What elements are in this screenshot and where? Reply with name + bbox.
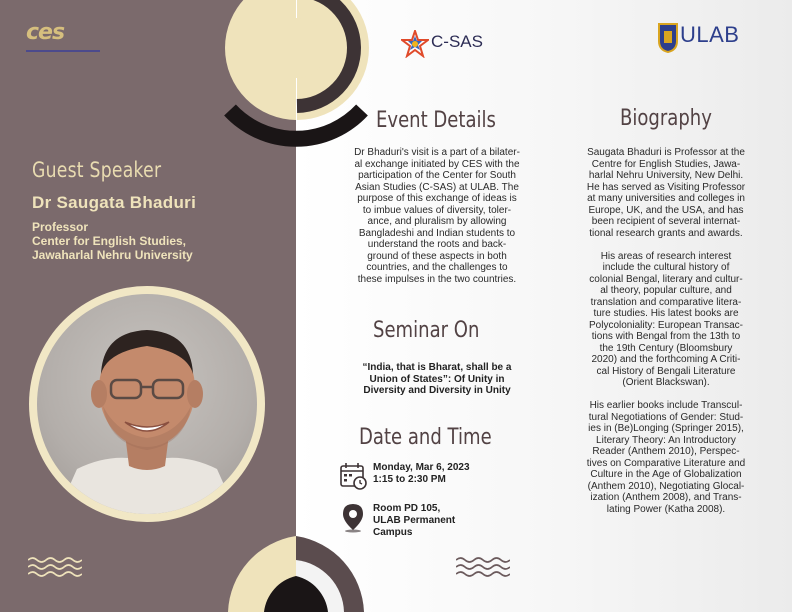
event-line: ance, and pluralism by allowing <box>367 216 507 227</box>
event-line: al exchange initiated by CES with the <box>354 158 520 170</box>
speaker-photo-frame <box>29 286 265 522</box>
event-details-heading: Event Details <box>376 108 496 133</box>
seminar-line: Diversity and Diversity in Unity <box>363 385 511 396</box>
venue-line: ULAB Permanent <box>373 515 456 526</box>
biography-heading: Biography <box>620 106 712 131</box>
event-line: Bangladeshi and Indian students to <box>358 227 516 239</box>
ces-logo-underline <box>26 50 100 52</box>
role-line: Jawaharlal Nehru University <box>32 248 193 262</box>
event-line: these impulses in the two countries. <box>357 273 517 285</box>
seminar-line: Union of States”: Of Unity in <box>369 373 505 385</box>
ulab-shield-icon <box>658 23 678 53</box>
speaker-name: Dr Saugata Bhaduri <box>32 193 197 212</box>
event-line: purpose of this exchange of ideas is <box>357 193 517 204</box>
ulab-logo-text: ULAB <box>680 22 740 47</box>
seminar-heading: Seminar On <box>373 318 480 343</box>
top-center-decoration <box>200 0 396 150</box>
role-line: Professor <box>32 220 89 234</box>
event-venue <box>373 503 455 539</box>
speaker-photo <box>37 294 257 514</box>
bio-paragraph: His areas of research interest include the cultural history of colonial Bengal, literary and cultur- al theory, popular culture, and translation and comparative litera- ture studies. His latest books are Polycoloniality: European Transac- tions with Bengal from the 13th to the 19th Century (Bloomsbury 2020) and the forthcoming A Criti- cal History of Bengali Literature (Orient Blackswan). <box>589 250 743 388</box>
event-line: ground of these aspects in both <box>367 250 507 262</box>
speaker-role <box>32 220 193 262</box>
location-pin-icon <box>341 503 365 533</box>
event-line: Dr Bhaduri's visit is a part of a bilater- <box>354 147 520 158</box>
bio-paragraph: Saugata Bhaduri is Professor at the Centre for English Studies, Jawa- harlal Nehru University, New Delhi. He has served as Visiting Professor at many universities and colleges in Europe, UK, and the USA, and has been recipient of several internat- tional research grants and awards. <box>586 147 746 239</box>
guest-speaker-title: Guest Speaker <box>32 158 162 182</box>
venue-line: Room PD 105, <box>373 503 441 514</box>
event-line: understand the roots and back- <box>367 239 507 250</box>
event-date-time <box>373 462 470 486</box>
event-line: participation of the Center for South <box>358 170 516 181</box>
ulab-logo <box>658 22 766 64</box>
ces-logo <box>26 20 100 56</box>
csas-logo-text: C-SAS <box>431 32 483 51</box>
csas-star-icon <box>401 30 429 58</box>
seminar-line: “India, that is Bharat, shall be a <box>362 362 512 373</box>
event-time: 1:15 to 2:30 PM <box>373 474 446 485</box>
event-line: Asian Studies (C-SAS) at ULAB. The <box>355 181 519 193</box>
event-line: to imbue values of diversity, toler- <box>362 204 512 216</box>
csas-logo <box>401 30 497 62</box>
wave-decoration-icon <box>456 556 510 578</box>
ces-logo-text: ces <box>26 20 65 45</box>
venue-line: Campus <box>373 527 413 538</box>
event-date: Monday, Mar 6, 2023 <box>373 462 470 473</box>
calendar-icon <box>340 462 368 490</box>
speaker-portrait-icon <box>37 294 257 514</box>
role-line: Center for English Studies, <box>32 234 187 248</box>
event-details-text <box>338 147 536 285</box>
bottom-decoration-left <box>0 520 296 612</box>
bio-paragraph: His earlier books include Transcul- tural Negotiations of Gender: Stud- ies in (Be)Longing (Springer 2015), Literary Theory: An Introductory Reader (Anthem 2010), Perspec- tives on Comparative Literature and Culture in the Age of Globalization (Anthem 2010), Negotiating Glocal- ization (Anthem 2008), and Trans- lating Power (Katha 2008). <box>586 400 746 515</box>
seminar-title <box>338 362 536 397</box>
date-time-heading: Date and Time <box>359 425 492 450</box>
biography-text <box>566 147 766 527</box>
event-line: countries, and the challenges to <box>366 262 508 273</box>
